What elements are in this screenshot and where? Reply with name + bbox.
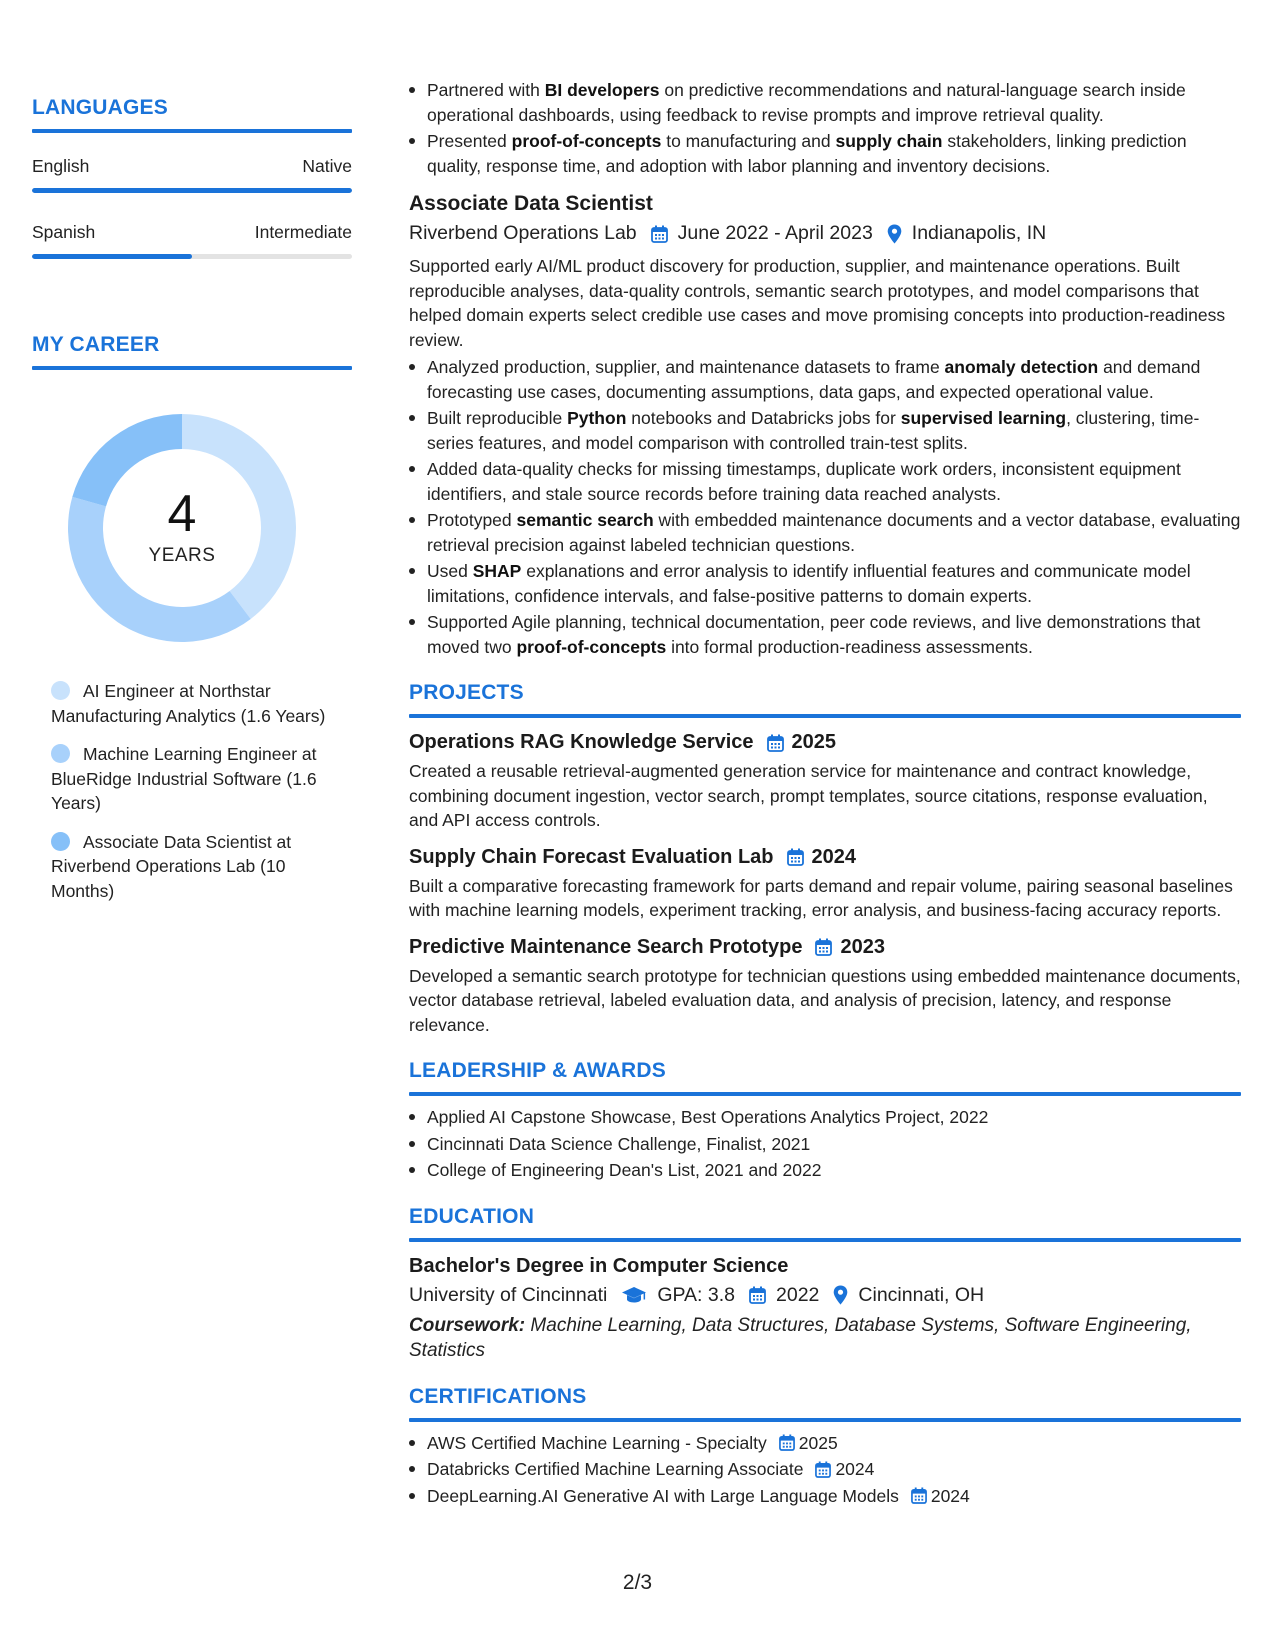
bullet-item	[409, 508, 1241, 557]
career-legend	[51, 679, 331, 903]
project-description: Built a comparative forecasting framework for parts demand and repair volume, pairing seasonal baselines with machine learning models, experiment tracking, error analysis, and business-facing accuracy reports.	[409, 875, 1233, 920]
language-level: Native	[302, 156, 352, 176]
certifications-list	[409, 1431, 1241, 1509]
degree-title: Bachelor's Degree in Computer Science	[409, 1254, 789, 1277]
language-english	[32, 156, 352, 193]
job-summary: Supported early AI/ML product discovery for production, supplier, and maintenance operations. Built reproducible analyses, data-quality controls, semantic search prototypes, and model comparisons that helped domain experts select credible use cases and move promising concepts into production-readiness review.	[409, 256, 1226, 350]
left-column	[32, 96, 352, 917]
legend-label: Machine Learning Engineer at BlueRidge Industrial Software (1.6 Years)	[51, 744, 317, 813]
bold-keyword: supply chain	[835, 131, 943, 151]
legend-dot	[51, 681, 70, 700]
gpa: GPA: 3.8	[657, 1283, 736, 1306]
legend-item	[51, 679, 331, 728]
bold-keyword: supervised learning	[900, 408, 1067, 428]
section-rule	[409, 1238, 1241, 1242]
coursework-list: Machine Learning, Data Structures, Database Systems, Software Engineering, Statistics	[409, 1314, 1192, 1361]
award-item: Applied AI Capstone Showcase, Best Operations Analytics Project, 2022	[409, 1105, 1241, 1130]
bullet-text: stakeholders, linking prediction quality, response time, and adoption with labor planning and inventory decisions.	[427, 131, 1187, 176]
location-pin-icon	[887, 224, 902, 244]
career-section	[32, 333, 352, 903]
right-column	[409, 78, 1241, 1510]
project-entry	[409, 846, 1241, 923]
career-total-label: YEARS	[148, 545, 216, 566]
bullet-text: into formal production-readiness assessments.	[666, 636, 1033, 657]
legend-dot	[51, 832, 70, 851]
bullet-text: Presented	[427, 131, 512, 151]
bullet-text: notebooks and Databricks jobs for	[626, 408, 901, 428]
education-meta	[409, 1284, 1241, 1307]
calendar-icon	[911, 1487, 927, 1504]
bold-keyword: proof-of-concepts	[516, 636, 667, 657]
language-proficiency-bar	[32, 188, 352, 193]
calendar-icon	[787, 848, 804, 866]
bullet-text: with embedded maintenance documents and a vector database, evaluating retrieval precision against labeled technician questions.	[427, 510, 1241, 555]
legend-item	[51, 742, 331, 816]
job-title: Associate Data Scientist	[409, 192, 653, 215]
page-number: 2/3	[622, 1571, 653, 1594]
certification-name: AWS Certified Machine Learning - Specialty	[427, 1432, 767, 1453]
certification-year: 2025	[798, 1432, 838, 1453]
certification-name: DeepLearning.AI Generative AI with Large Language Models	[427, 1485, 899, 1506]
legend-item	[51, 830, 331, 904]
project-description: Created a reusable retrieval-augmented generation service for maintenance and contract knowledge, combining document ingestion, vector search, prompt templates, source citations, response evaluation, and API access controls.	[409, 761, 1208, 830]
award-item: Cincinnati Data Science Challenge, Finalist, 2021	[409, 1132, 1241, 1157]
calendar-icon	[815, 938, 832, 956]
bullet-text: Supported Agile planning, technical documentation, peer code reviews, and live demonstrations that moved two	[427, 612, 1201, 657]
education-heading: EDUCATION	[409, 1204, 535, 1228]
legend-label: Associate Data Scientist at Riverbend Operations Lab (10 Months)	[51, 831, 292, 901]
project-year: 2024	[811, 845, 857, 868]
calendar-icon	[651, 225, 668, 243]
job-bullets	[409, 355, 1241, 659]
career-total-number: 4	[167, 485, 197, 543]
language-spanish	[32, 222, 352, 259]
certifications-heading: CERTIFICATIONS	[409, 1384, 587, 1408]
bold-keyword: proof-of-concepts	[511, 131, 662, 151]
certification-item	[409, 1484, 1241, 1509]
certification-item	[409, 1457, 1241, 1482]
language-name: Spanish	[32, 222, 96, 242]
languages-section	[32, 96, 352, 259]
language-proficiency-fill	[32, 188, 352, 193]
bullet-text: Used	[427, 561, 473, 581]
bullet-item	[409, 78, 1241, 127]
bullet-text: Added data-quality checks for missing timestamps, duplicate work orders, inconsistent equipment identifiers, and stale source records before training data reached analysts.	[427, 459, 1181, 504]
languages-heading: LANGUAGES	[32, 96, 168, 119]
graduation-year: 2022	[776, 1283, 820, 1306]
school-name: University of Cincinnati	[409, 1283, 608, 1306]
calendar-icon	[779, 1434, 795, 1451]
project-name: Supply Chain Forecast Evaluation Lab	[409, 845, 774, 868]
previous-job-bullets	[409, 78, 1241, 178]
award-item: College of Engineering Dean's List, 2021 and 2022	[409, 1158, 1241, 1183]
section-rule	[409, 1092, 1241, 1096]
bullet-item	[409, 355, 1241, 404]
bullet-text: , clustering, time-series features, and model comparison with controlled train-test splits.	[427, 408, 1200, 453]
calendar-icon	[815, 1461, 831, 1478]
education-section	[409, 1205, 1241, 1363]
language-name: English	[32, 156, 90, 176]
project-entry	[409, 731, 1241, 833]
job-location: Indianapolis, IN	[911, 222, 1047, 244]
graduation-cap-icon	[621, 1286, 647, 1304]
bullet-item	[409, 610, 1241, 659]
section-rule	[32, 129, 352, 133]
career-donut-chart	[67, 413, 297, 643]
legend-dot	[51, 744, 70, 763]
certification-year: 2024	[930, 1485, 970, 1506]
certification-item	[409, 1431, 1241, 1456]
bullet-item	[409, 457, 1241, 506]
legend-label: AI Engineer at Northstar Manufacturing Analytics (1.6 Years)	[51, 681, 326, 726]
bold-keyword: BI developers	[544, 80, 660, 100]
job-company: Riverbend Operations Lab	[409, 222, 637, 244]
awards-heading: LEADERSHIP & AWARDS	[409, 1059, 666, 1082]
project-name: Operations RAG Knowledge Service	[409, 731, 754, 753]
project-description: Developed a semantic search prototype for technician questions using embedded maintenance documents, vector database retrieval, labeled evaluation data, and analysis of precision, latency, and response relevance.	[409, 965, 1241, 1035]
bullet-text: and demand forecasting use cases, documenting assumptions, data gaps, and expected operational value.	[427, 357, 1201, 402]
calendar-icon	[767, 734, 784, 752]
school-location: Cincinnati, OH	[858, 1283, 985, 1306]
project-entry	[409, 936, 1241, 1038]
language-proficiency-bar	[32, 254, 352, 259]
project-name: Predictive Maintenance Search Prototype	[409, 935, 803, 958]
bold-keyword: Python	[567, 408, 627, 428]
job-dates: June 2022 - April 2023	[677, 222, 873, 244]
bullet-text: on predictive recommendations and natural-language search inside operational dashboards, using feedback to revise prompts and improve retrieval quality.	[427, 80, 1186, 125]
coursework-label: Coursework:	[409, 1314, 526, 1336]
certification-year: 2024	[835, 1459, 875, 1479]
bullet-item	[409, 406, 1241, 455]
projects-section	[409, 681, 1241, 1037]
certification-name: Databricks Certified Machine Learning Associate	[427, 1459, 804, 1479]
calendar-icon	[749, 1286, 766, 1304]
section-rule	[409, 1418, 1241, 1422]
bullet-item	[409, 559, 1241, 608]
certifications-section	[409, 1385, 1241, 1509]
language-level: Intermediate	[254, 222, 352, 242]
section-rule	[32, 366, 352, 370]
coursework	[409, 1313, 1241, 1363]
awards-list	[409, 1105, 1241, 1183]
bold-keyword: anomaly detection	[944, 357, 1099, 377]
language-proficiency-fill	[32, 254, 192, 259]
job-meta	[409, 222, 1241, 245]
bullet-text: Analyzed production, supplier, and maintenance datasets to frame	[427, 357, 945, 377]
bullet-text: Partnered with	[427, 80, 545, 100]
location-pin-icon	[833, 1285, 848, 1305]
project-year: 2023	[840, 935, 885, 958]
career-heading: MY CAREER	[32, 333, 160, 356]
bullet-text: Prototyped	[427, 510, 517, 530]
bold-keyword: SHAP	[472, 561, 522, 581]
projects-heading: PROJECTS	[409, 681, 524, 704]
section-rule	[409, 714, 1241, 718]
bullet-item	[409, 129, 1241, 178]
awards-section	[409, 1059, 1241, 1183]
job-entry	[409, 192, 1241, 659]
bullet-text: explanations and error analysis to identify influential features and communicate model limitations, confidence intervals, and false-positive patterns to domain experts.	[427, 561, 1191, 606]
project-year: 2025	[791, 731, 837, 753]
donut-center	[67, 487, 297, 567]
bold-keyword: semantic search	[516, 510, 654, 530]
bullet-text: to manufacturing and	[661, 131, 836, 151]
bullet-text: Built reproducible	[427, 408, 568, 428]
